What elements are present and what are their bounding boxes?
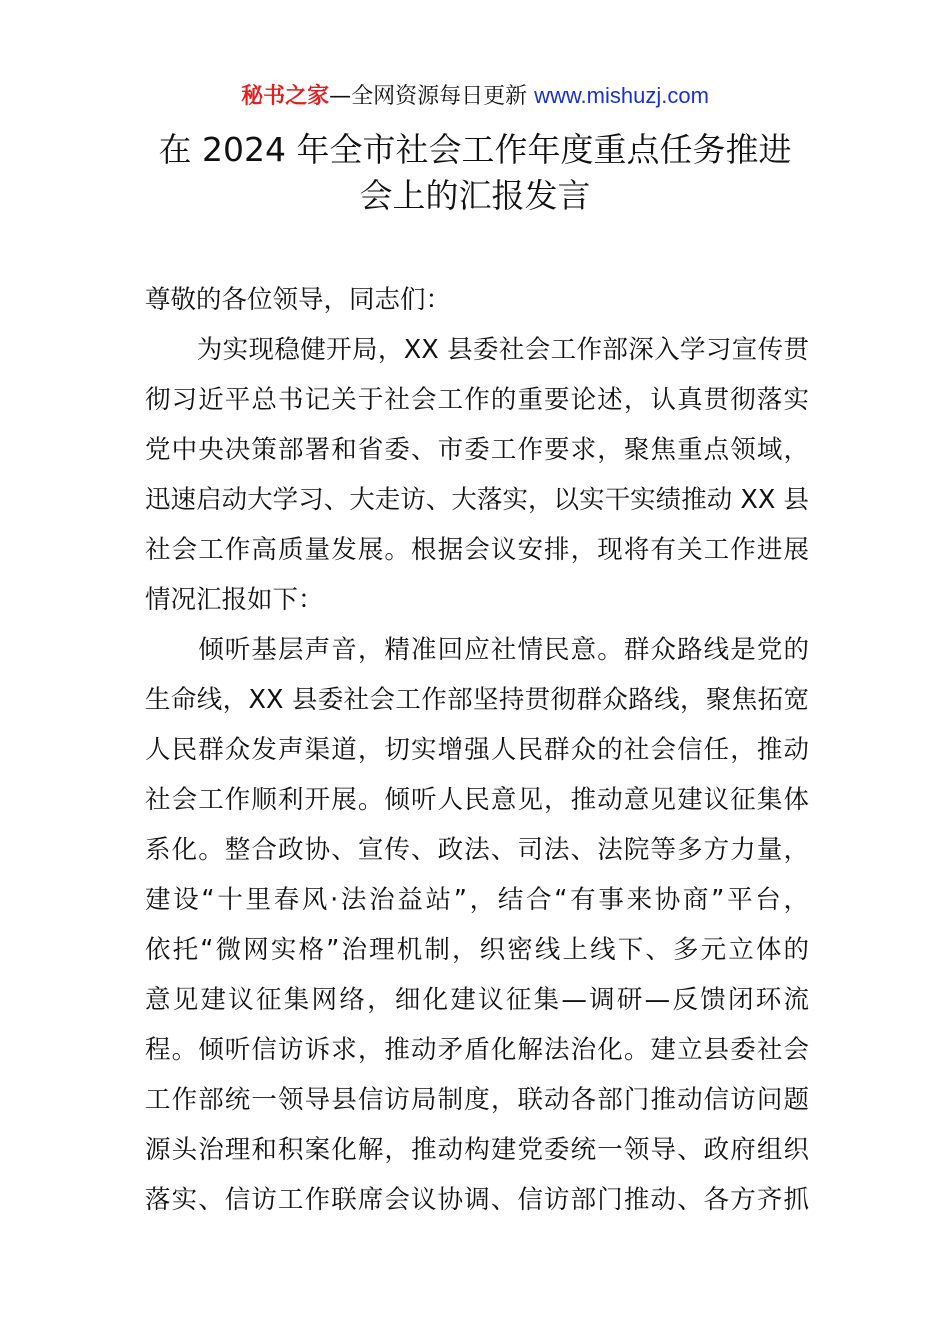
document-title [100,127,850,219]
site-header [0,80,950,113]
site-brand: 秘书之家 [241,84,330,109]
text-line: 倾听基层声音，精准回应社情民意。群众路线是党的 [145,635,809,665]
text-line: 建设“十里春风·法治益站”，结合“有事来协商”平台， [145,885,809,915]
text-line: 源头治理和积案化解，推动构建党委统一领导、政府组织 [145,1135,809,1165]
text-line: 彻习近平总书记关于社会工作的重要论述，认真贯彻落实 [145,385,809,415]
text-line: 意见建议征集网络，细化建议征集—调研—反馈闭环流 [145,985,809,1015]
text-line: 生命线，XX 县委社会工作部坚持贯彻群众路线，聚焦拓宽 [145,685,809,715]
site-tagline: —全网资源每日更新 [329,84,535,109]
site-url-link[interactable]: www.mishuzj.com [534,83,709,108]
text-line: 情况汇报如下： [145,585,324,615]
text-line: 依托“微网实格”治理机制，织密线上线下、多元立体的 [145,935,809,965]
text-line: 为实现稳健开局，XX 县委社会工作部深入学习宣传贯 [145,335,809,365]
text-line: 落实、信访工作联席会议协调、信访部门推动、各方齐抓 [145,1185,809,1215]
text-line: 人民群众发声渠道，切实增强人民群众的社会信任，推动 [145,735,809,765]
paragraph-1 [145,325,809,625]
document-body [145,275,809,1225]
text-line: 工作部统一领导县信访局制度，联动各部门推动信访问题 [145,1085,809,1115]
text-line: 社会工作顺利开展。倾听人民意见，推动意见建议征集体 [145,785,809,815]
text-line: 社会工作高质量发展。根据会议安排，现将有关工作进展 [145,535,809,565]
text-line: 党中央决策部署和省委、市委工作要求，聚焦重点领域， [145,435,809,465]
document-title-line-1: 在 2024 年全市社会工作年度重点任务推进 [158,130,792,169]
text-line: 系化。整合政协、宣传、政法、司法、法院等多方力量， [145,835,809,865]
text-line: 程。倾听信访诉求，推动矛盾化解法治化。建立县委社会 [145,1035,809,1065]
paragraph-2 [145,625,809,1225]
text-line: 迅速启动大学习、大走访、大落实，以实干实绩推动 XX 县 [145,485,809,515]
salutation: 尊敬的各位领导，同志们： [145,285,452,315]
document-title-line-2: 会上的汇报发言 [359,176,591,215]
